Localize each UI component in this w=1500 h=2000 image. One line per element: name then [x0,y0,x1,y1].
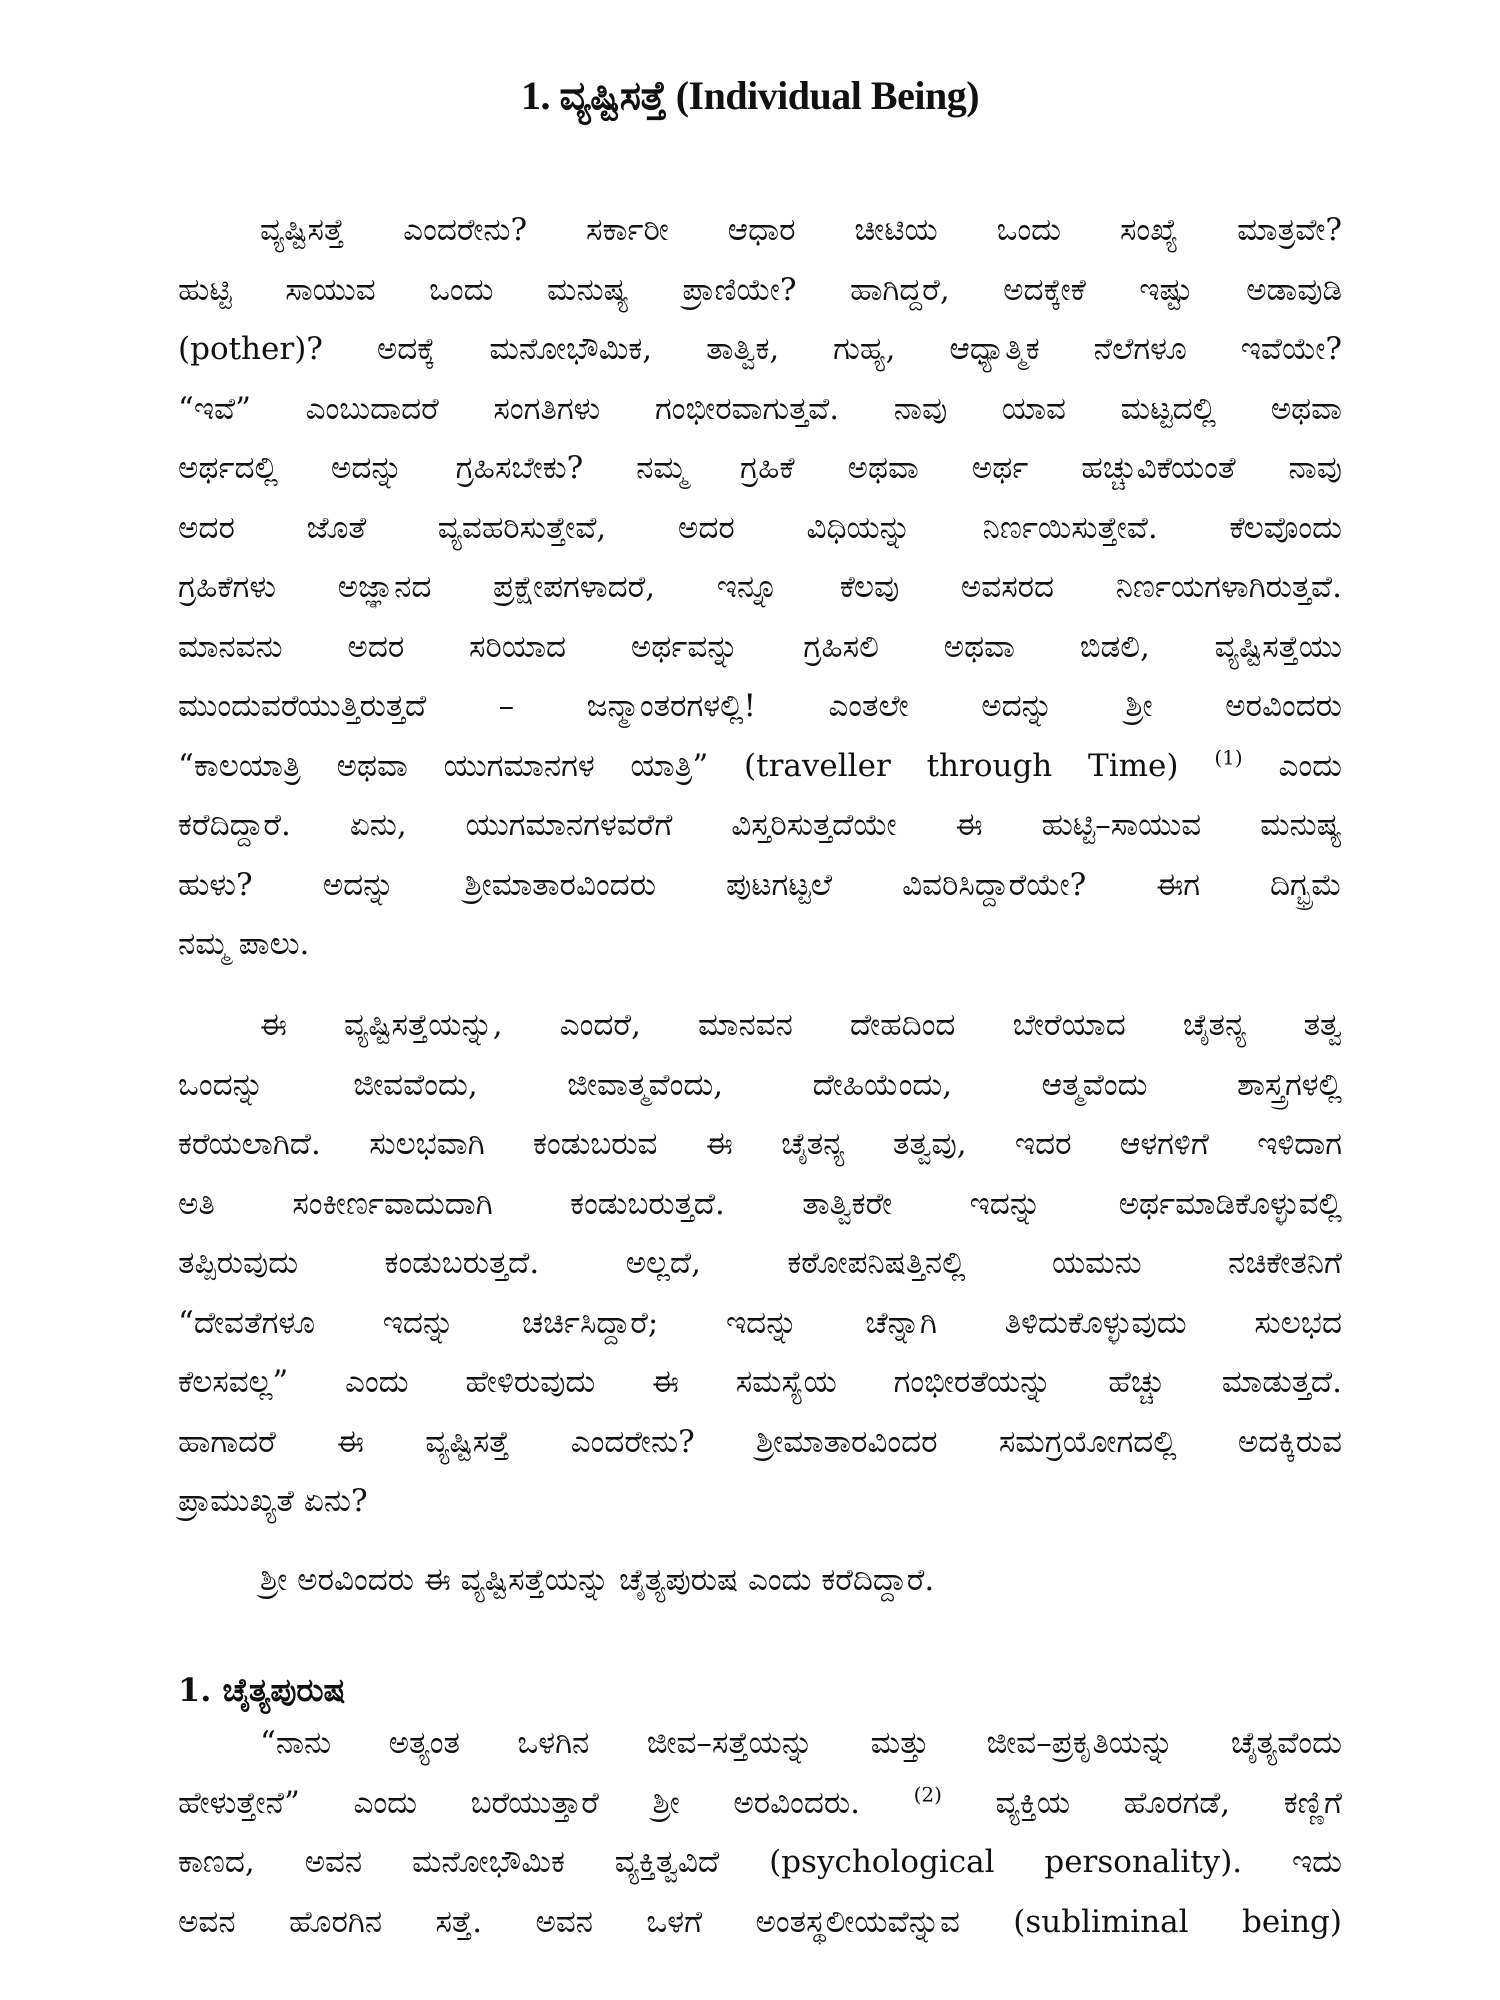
text-line: ಅದರ ಜೊತೆ ವ್ಯವಹರಿಸುತ್ತೇವೆ, ಅದರ ವಿಧಿಯನ್ನು ನಿರ್ಣಯಿಸುತ್ತೇವೆ. ಕೆಲವೊಂದು [178,509,1342,546]
text-line: ಮುಂದುವರೆಯುತ್ತಿರುತ್ತದೆ – ಜನ್ಮಾಂತರಗಳಲ್ಲಿ! ಎಂತಲೇ ಅದನ್ನು ಶ್ರೀ ಅರವಿಂದರು [178,688,1342,724]
text-line: ಕೆಲಸವಲ್ಲ” ಎಂದು ಹೇಳಿರುವುದು ಈ ಸಮಸ್ಯೆಯ ಗಂಭೀರತೆಯನ್ನು ಹೆಚ್ಚು ಮಾಡುತ್ತದೆ. [178,1364,1342,1400]
text-line [178,737,1342,797]
text-line: “ಇವೆ” ಎಂಬುದಾದರೆ ಸಂಗತಿಗಳು ಗಂಭೀರವಾಗುತ್ತವೆ. ನಾವು ಯಾವ ಮಟ್ಟದಲ್ಲಿ ಅಥವಾ [178,390,1342,427]
text-line: ಅವನ ಹೊರಗಿನ ಸತ್ತೆ. ಅವನ ಒಳಗೆ ಅಂತಸ್ಥಲೀಯವೆನ್ನುವ (subliminal being) [178,1903,1342,1940]
text-line [178,1774,1342,1834]
page-title: 1. ವ್ಯಷ್ಟಿಸತ್ತೆ (Individual Being) [520,73,980,118]
text-line: ವ್ಯಷ್ಟಿಸತ್ತೆ ಎಂದರೇನು? ಸರ್ಕಾರೀ ಆಧಾರ ಚೀಟಿಯ ಒಂದು ಸಂಖ್ಯೆ ಮಾತ್ರವೇ? [260,212,1342,248]
text-line: ಹುಟ್ಟಿ ಸಾಯುವ ಒಂದು ಮನುಷ್ಯ ಪ್ರಾಣಿಯೇ? ಹಾಗಿದ್ದರೆ, ಅದಕ್ಕೇಕೆ ಇಷ್ಟು ಅಡಾವುಡಿ [178,271,1342,308]
text-line: ಮಾನವನು ಅದರ ಸರಿಯಾದ ಅರ್ಥವನ್ನು ಗ್ರಹಿಸಲಿ ಅಥವಾ ಬಿಡಲಿ, ವ್ಯಷ್ಟಿಸತ್ತೆಯು [178,628,1342,665]
text-line: “ನಾನು ಅತ್ಯಂತ ಒಳಗಿನ ಜೀವ–ಸತ್ತೆಯನ್ನು ಮತ್ತು ಜೀವ–ಪ್ರಕೃತಿಯನ್ನು ಚೈತ್ಯವೆಂದು [260,1725,1342,1761]
text-line: ಹುಳು? ಅದನ್ನು ಶ್ರೀಮಾತಾರವಿಂದರು ಪುಟಗಟ್ಟಲೆ ವಿವರಿಸಿದ್ದಾರೆಯೇ? ಈಗ ದಿಗ್ಭ್ರಮೆ [178,866,1342,903]
paragraph-4 [178,1714,1342,1952]
text-line: (pother)? ಅದಕ್ಕೆ ಮನೋಭೌಮಿಕ, ತಾತ್ವಿಕ, ಗುಹ್ಯ, ಆಧ್ಯಾತ್ಮಿಕ ನೆಲೆಗಳೂ ಇವೆಯೇ? [178,331,1342,367]
text-line: “ದೇವತೆಗಳೂ ಇದನ್ನು ಚರ್ಚಿಸಿದ್ದಾರೆ; ಇದನ್ನು ಚೆನ್ನಾಗಿ ತಿಳಿದುಕೊಳ್ಳುವುದು ಸುಲಭದ [178,1304,1342,1341]
footnote-ref-2: (2) [913,1782,942,1807]
text-line: ತಪ್ಪಿರುವುದು ಕಂಡುಬರುತ್ತದೆ. ಅಲ್ಲದೆ, ಕಠೋಪನಿಷತ್ತಿನಲ್ಲಿ ಯಮನು ನಚಿಕೇತನಿಗೆ [178,1245,1342,1281]
text-line: ಒಂದನ್ನು ಜೀವವೆಂದು, ಜೀವಾತ್ಮವೆಂದು, ದೇಹಿಯೆಂದು, ಆತ್ಮವೆಂದು ಶಾಸ್ತ್ರಗಳಲ್ಲಿ [178,1066,1342,1103]
text-line: ಕರೆದಿದ್ದಾರೆ. ಏನು, ಯುಗಮಾನಗಳವರೆಗೆ ವಿಸ್ತರಿಸುತ್ತದೆಯೇ ಈ ಹುಟ್ಟಿ–ಸಾಯುವ ಮನುಷ್ಯ [178,807,1342,843]
line-text: ಎಂದು [1278,747,1342,784]
text-line: ಶ್ರೀ ಅರವಿಂದರು ಈ ವ್ಯಷ್ಟಿಸತ್ತೆಯನ್ನು ಚೈತ್ಯಪುರುಷ ಎಂದು ಕರೆದಿದ್ದಾರೆ. [260,1562,935,1598]
line-text: “ಕಾಲಯಾತ್ರಿ ಅಥವಾ ಯುಗಮಾನಗಳ ಯಾತ್ರಿ” (traveller through Time) [178,747,1179,784]
text-line: ಅತಿ ಸಂಕೀರ್ಣವಾದುದಾಗಿ ಕಂಡುಬರುತ್ತದೆ. ತಾತ್ವಿಕರೇ ಇದನ್ನು ಅರ್ಥಮಾಡಿಕೊಳ್ಳುವಲ್ಲಿ [178,1185,1342,1222]
section-heading: 1. ಚೈತ್ಯಪುರುಷ [178,1671,346,1709]
footnote-ref-1: (1) [1214,745,1243,770]
text-line: ಪ್ರಾಮುಖ್ಯತೆ ಏನು? [178,1483,368,1519]
paragraph-1 [178,201,1342,975]
line-text: ಹೇಳುತ್ತೇನೆ” ಎಂದು ಬರೆಯುತ್ತಾರೆ ಶ್ರೀ ಅರವಿಂದರು. [178,1784,861,1821]
text-line: ಕರೆಯಲಾಗಿದೆ. ಸುಲಭವಾಗಿ ಕಂಡುಬರುವ ಈ ಚೈತನ್ಯ ತತ್ವವು, ಇದರ ಆಳಗಳಿಗೆ ಇಳಿದಾಗ [178,1126,1342,1162]
line-text: ವ್ಯಕ್ತಿಯ ಹೊರಗಡೆ, ಕಣ್ಣಿಗೆ [995,1784,1342,1821]
text-line: ನಮ್ಮ ಪಾಲು. [178,926,310,962]
text-line: ಗ್ರಹಿಕೆಗಳು ಅಜ್ಞಾನದ ಪ್ರಕ್ಷೇಪಗಳಾದರೆ, ಇನ್ನೂ ಕೆಲವು ಅವಸರದ ನಿರ್ಣಯಗಳಾಗಿರುತ್ತವೆ. [178,569,1342,605]
text-line: ಹಾಗಾದರೆ ಈ ವ್ಯಷ್ಟಿಸತ್ತೆ ಎಂದರೇನು? ಶ್ರೀಮಾತಾರವಿಂದರ ಸಮಗ್ರಯೋಗದಲ್ಲಿ ಅದಕ್ಕಿರುವ [178,1423,1342,1460]
paragraph-2 [178,996,1342,1532]
paragraph-3 [178,1551,1342,1611]
text-line: ಅರ್ಥದಲ್ಲಿ ಅದನ್ನು ಗ್ರಹಿಸಬೇಕು? ನಮ್ಮ ಗ್ರಹಿಕೆ ಅಥವಾ ಅರ್ಥ ಹಚ್ಚುವಿಕೆಯಂತೆ ನಾವು [178,450,1342,486]
text-line: ಕಾಣದ, ಅವನ ಮನೋಭೌಮಿಕ ವ್ಯಕ್ತಿತ್ವವಿದೆ (psychological personality). ಇದು [178,1844,1342,1880]
text-line: ಈ ವ್ಯಷ್ಟಿಸತ್ತೆಯನ್ನು, ಎಂದರೆ, ಮಾನವನ ದೇಹದಿಂದ ಬೇರೆಯಾದ ಚೈತನ್ಯ ತತ್ವ [260,1007,1342,1043]
